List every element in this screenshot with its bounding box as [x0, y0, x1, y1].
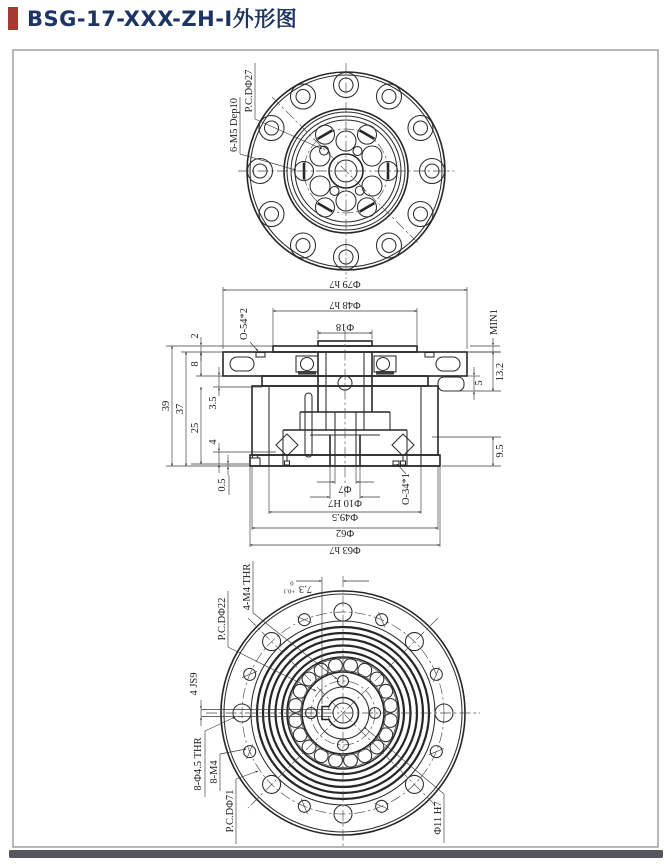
dim-37: 37 [175, 403, 186, 415]
oring-label-top: O-54*2 [239, 307, 250, 341]
dim-keyway-width: 4 JS9 [189, 672, 200, 696]
dim-0-5: 0.5 [217, 478, 228, 492]
dim-13-2: 13.2 [495, 362, 506, 382]
dim-8: 8 [190, 361, 201, 367]
dim-d79: Φ79 h7 [329, 278, 361, 289]
dim-min1: MIN1 [489, 309, 500, 335]
label-pcd22: P.C.DΦ22 [217, 597, 228, 641]
dim-keyway-depth: 7.3 [298, 583, 312, 594]
dim-d18: Φ18 [335, 321, 355, 332]
frame-footer-bar [9, 850, 663, 858]
dim-d63: Φ63 h7 [329, 544, 361, 555]
oring-label-bottom: O-34*1 [401, 472, 412, 506]
label-8-m4: 8-M4 [209, 760, 220, 784]
dim-3-5: 3.5 [208, 396, 219, 410]
dim-d49-5: Φ49.5 [331, 511, 359, 522]
dim-5: 5 [474, 380, 485, 386]
top-view-pcd-label: P.C.DΦ27 [244, 69, 255, 113]
dim-d48: Φ48 h7 [329, 299, 361, 310]
dim-d62: Φ62 [335, 527, 355, 538]
dim-25: 25 [190, 422, 201, 434]
dim-keyway-depth-tol-lower: 0 [290, 579, 294, 587]
dim-d10: Φ10 H7 [328, 497, 362, 508]
dim-9-5: 9.5 [495, 444, 506, 458]
label-pcd71: P.C.DΦ71 [225, 789, 236, 833]
label-4-m4-thr: 4-M4 THR [242, 563, 253, 611]
dim-39: 39 [161, 400, 172, 412]
dim-2: 2 [190, 333, 201, 339]
dim-d7: Φ7 [338, 483, 352, 494]
label-8-d4-5-thr: 8-Φ4.5 THR [193, 737, 204, 791]
top-view-screw-label: 6-M5 Dep10 [229, 98, 240, 152]
page-title: BSG-17-XXX-ZH-Ⅰ外形图 [27, 7, 298, 31]
dim-4: 4 [208, 439, 219, 445]
dim-keyway-depth-tol-upper: +0.1 [283, 587, 295, 595]
label-bore-d11: Φ11 H7 [433, 801, 444, 835]
